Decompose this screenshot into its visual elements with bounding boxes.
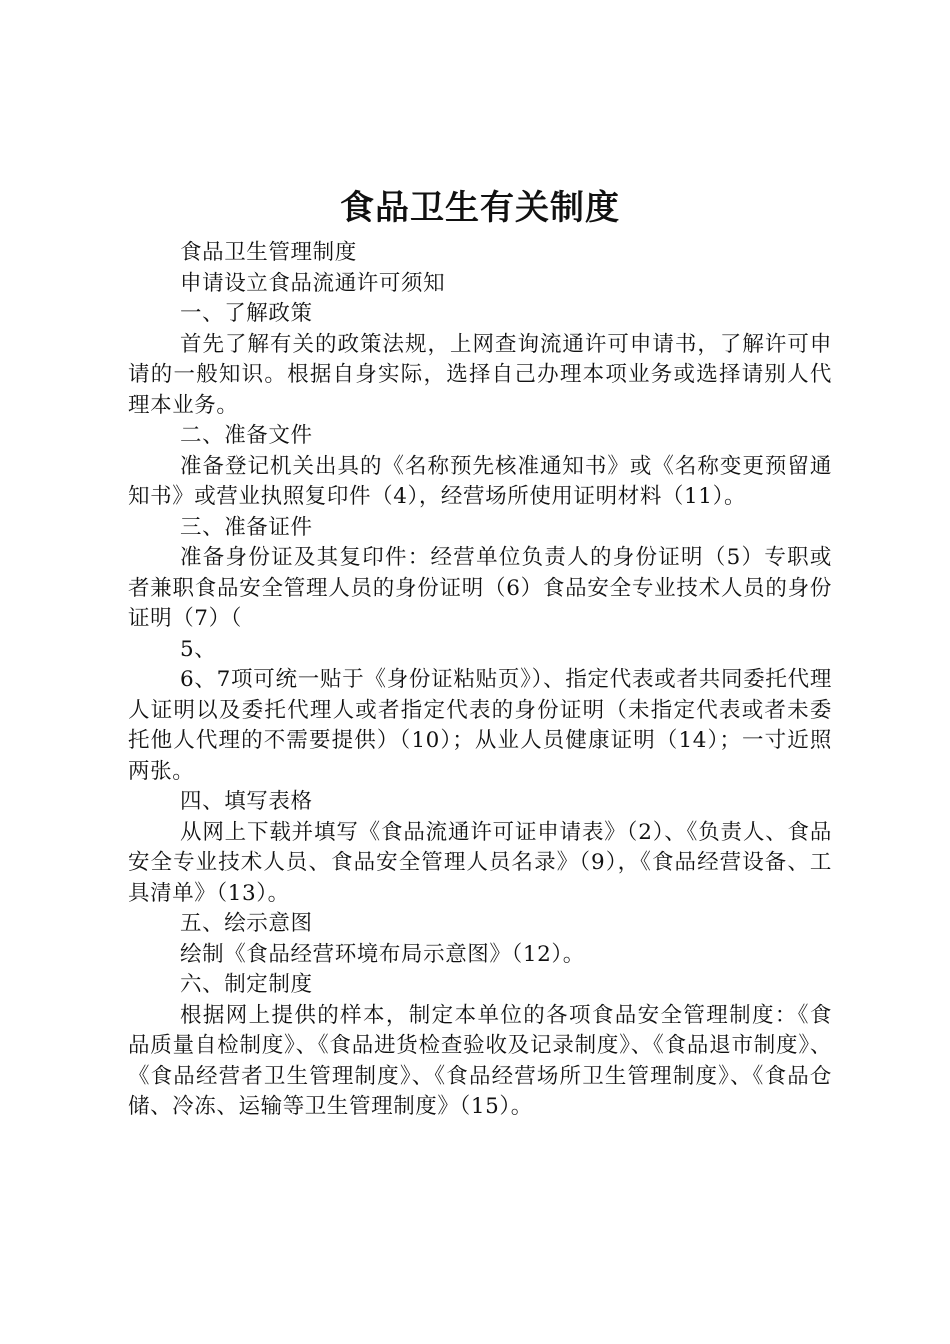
section-heading-5: 五、绘示意图 xyxy=(180,911,313,936)
paragraph-section-4-body: 从网上下载并填写《食品流通许可证申请表》（2）、《负责人、食品安全专业技术人员、食品安全管理人员名录》（9），《食品经营设备、工具清单》（13）。 xyxy=(128,819,832,906)
paragraph-section-3-continued: 6、7项可统一贴于《身份证粘贴页》）、指定代表或者共同委托代理人证明以及委托代理人或者指定代表的身份证明（未指定代表或者未委托他人代理的不需要提供）（10）；从业人员健康证明（14）；一寸近照两张。 xyxy=(128,667,832,784)
paragraph-section-3-body: 准备身份证及其复印件：经营单位负责人的身份证明（5）专职或者兼职食品安全管理人员的身份证明（6）食品安全专业技术人员的身份证明（7）（ xyxy=(128,545,832,631)
document-title: 食品卫生有关制度 xyxy=(340,188,620,228)
paragraph-policy-heading-top: 食品卫生管理制度 xyxy=(180,240,357,265)
section-heading-2: 二、准备文件 xyxy=(180,423,313,448)
document-page xyxy=(128,182,832,1123)
section-heading-6: 六、制定制度 xyxy=(180,972,313,997)
section-heading-1: 一、了解政策 xyxy=(180,301,313,326)
paragraph-section-6-body: 根据网上提供的样本，制定本单位的各项食品安全管理制度：《食品质量自检制度》、《食品进货检查验收及记录制度》、《食品退市制度》、《食品经营者卫生管理制度》、《食品经营场所卫生管理制度》、《食品仓储、冷冻、运输等卫生管理制度》（15）。 xyxy=(128,1002,832,1119)
paragraph-notice-title: 申请设立食品流通许可须知 xyxy=(180,270,446,296)
section-heading-3: 三、准备证件 xyxy=(180,514,313,540)
section-heading-4: 四、填写表格 xyxy=(180,789,313,814)
paragraph-section-5-body: 绘制《食品经营环境布局示意图》（12）。 xyxy=(180,941,585,967)
paragraph-section-1-body: 首先了解有关的政策法规，上网查询流通许可申请书，了解许可申请的一般知识。根据自身实际，选择自己办理本项业务或选择请别人代理本业务。 xyxy=(128,331,832,418)
paragraph-section-2-body: 准备登记机关出具的《名称预先核准通知书》或《名称变更预留通知书》或营业执照复印件（4），经营场所使用证明材料（11）。 xyxy=(128,453,832,509)
paragraph-section-3-fragment: 5、 xyxy=(180,636,217,662)
